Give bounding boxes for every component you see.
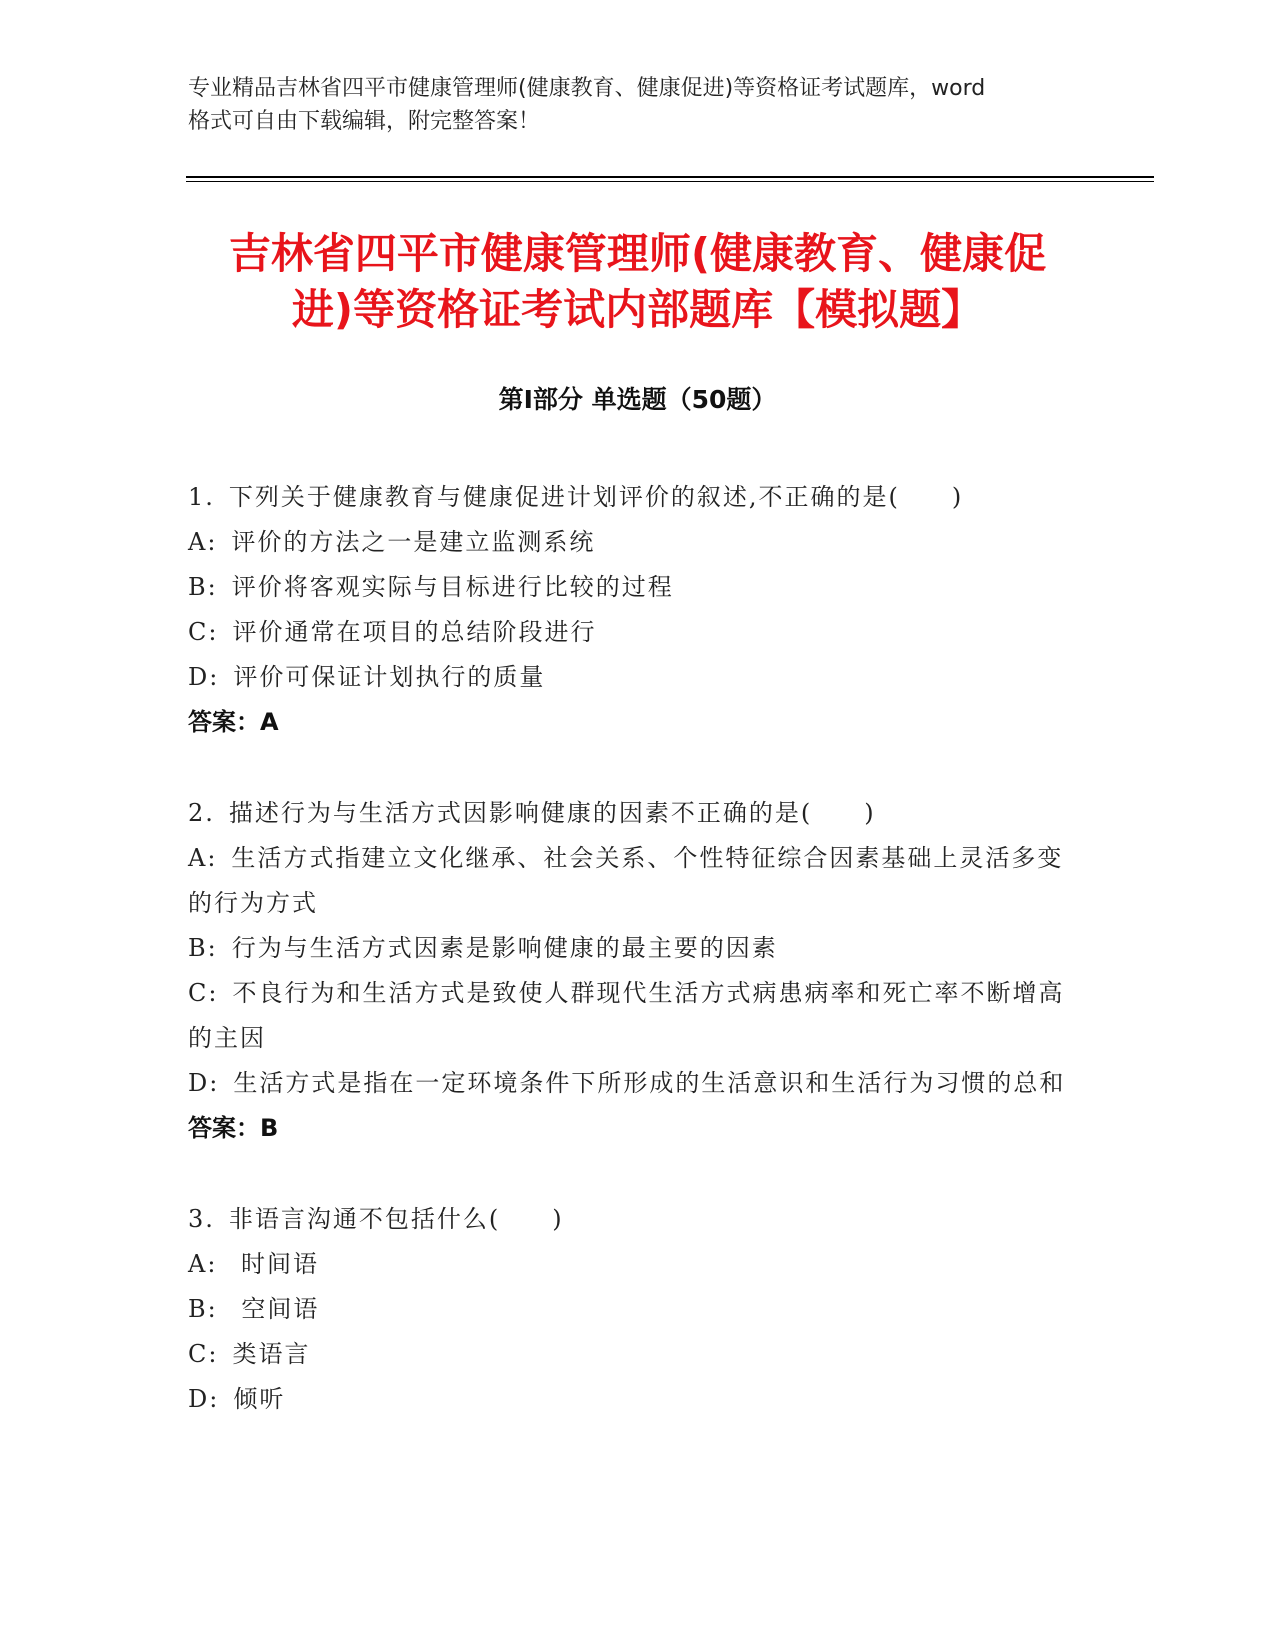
option-d [188, 1061, 1078, 1106]
option-letter: A: [188, 844, 218, 872]
option-d [188, 655, 1078, 700]
option-text: 时间语 [231, 1250, 320, 1278]
question-list [188, 475, 1078, 1468]
option-a [188, 1242, 1078, 1287]
option-text: 生活方式指建立文化继承、社会关系、个性特征综合因素基础上灵活多变的行为方式 [188, 844, 1064, 917]
option-text: 类语言 [232, 1340, 311, 1368]
option-letter: B: [188, 934, 218, 962]
header-note-line-1: 专业精品吉林省四平市健康管理师(健康教育、健康促进)等资格证考试题库，word [188, 76, 986, 101]
option-c [188, 610, 1078, 655]
question-text: 描述行为与生活方式因影响健康的因素不正确的是( ) [228, 799, 876, 827]
question-stem [188, 1197, 1078, 1242]
option-letter: C: [188, 979, 219, 1007]
question-2 [188, 791, 1078, 1151]
option-b [188, 1287, 1078, 1332]
document-title-line-1: 吉林省四平市健康管理师(健康教育、健康促 [228, 229, 1047, 278]
option-text: 空间语 [231, 1295, 320, 1323]
option-letter: C: [188, 618, 219, 646]
question-3 [188, 1197, 1078, 1422]
answer-label: 答案： [188, 708, 260, 736]
header-note-line-2: 格式可自由下载编辑，附完整答案！ [188, 109, 541, 134]
answer-line [188, 1106, 1078, 1151]
question-stem [188, 475, 1078, 520]
option-text: 不良行为和生活方式是致使人群现代生活方式病患病率和死亡率不断增高的主因 [188, 979, 1065, 1052]
option-a [188, 520, 1078, 565]
answer-value: B [260, 1114, 279, 1142]
section-heading: 第Ⅰ部分 单选题（50题） [498, 385, 777, 414]
option-letter: B: [188, 1295, 218, 1323]
option-letter: B: [188, 573, 218, 601]
question-1 [188, 475, 1078, 745]
option-text: 评价的方法之一是建立监测系统 [231, 528, 596, 556]
question-text: 非语言沟通不包括什么( ) [228, 1205, 564, 1233]
option-b [188, 565, 1078, 610]
option-text: 生活方式是指在一定环境条件下所形成的生活意识和生活行为习惯的总和 [233, 1069, 1066, 1097]
option-c [188, 1332, 1078, 1377]
option-text: 倾听 [233, 1385, 286, 1413]
answer-line [188, 700, 1078, 745]
option-text: 评价将客观实际与目标进行比较的过程 [231, 573, 674, 601]
question-text: 下列关于健康教育与健康促进计划评价的叙述,不正确的是( ) [228, 483, 964, 511]
option-letter: A: [188, 528, 218, 556]
header-note [188, 72, 1088, 138]
option-d [188, 1377, 1078, 1422]
option-letter: D: [188, 663, 220, 691]
option-letter: D: [188, 1385, 220, 1413]
option-c [188, 971, 1078, 1061]
document-title [180, 226, 1095, 338]
header-divider-thin [186, 181, 1154, 182]
option-text: 行为与生活方式因素是影响健康的最主要的因素 [231, 934, 778, 962]
answer-label: 答案： [188, 1114, 260, 1142]
question-number: 3. [188, 1205, 215, 1233]
header-divider-thick [186, 176, 1154, 178]
option-b [188, 926, 1078, 971]
document-title-line-2: 进)等资格证考试内部题库【模拟题】 [291, 285, 984, 334]
option-text: 评价通常在项目的总结阶段进行 [232, 618, 597, 646]
question-stem [188, 791, 1078, 836]
option-letter: A: [188, 1250, 218, 1278]
option-a [188, 836, 1078, 926]
option-text: 评价可保证计划执行的质量 [233, 663, 546, 691]
answer-value: A [260, 708, 279, 736]
option-letter: D: [188, 1069, 220, 1097]
question-number: 2. [188, 799, 215, 827]
option-letter: C: [188, 1340, 219, 1368]
question-number: 1. [188, 483, 215, 511]
